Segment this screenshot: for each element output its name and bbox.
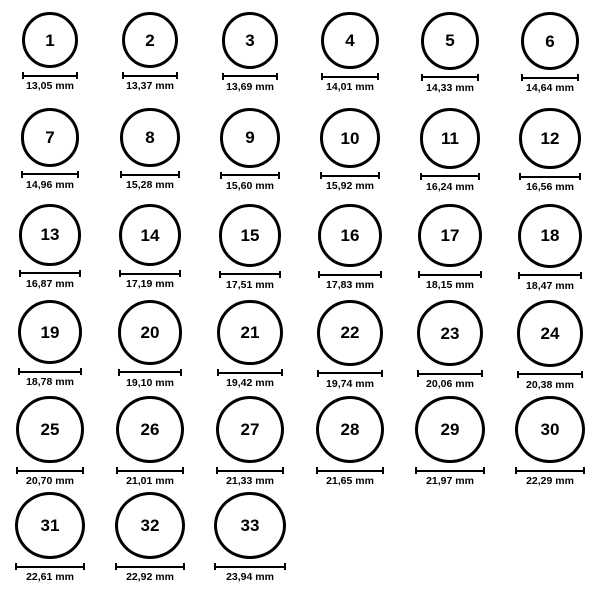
measure-bar-icon bbox=[118, 369, 183, 376]
measure-value: 20,70 mm bbox=[26, 475, 74, 488]
measure-value: 14,64 mm bbox=[526, 82, 574, 95]
ring-size-label: 9 bbox=[245, 128, 255, 148]
measure-bar-icon bbox=[521, 74, 579, 81]
ring-circle bbox=[21, 108, 80, 167]
measure-bar-icon bbox=[222, 73, 279, 80]
ring-cell[interactable] bbox=[200, 104, 300, 200]
measure-bar-icon bbox=[122, 72, 178, 79]
measure-value: 13,05 mm bbox=[26, 80, 74, 92]
ring-cell[interactable] bbox=[200, 392, 300, 488]
ring-size-label: 32 bbox=[140, 516, 160, 536]
measure-bar-icon bbox=[21, 171, 80, 178]
measure-bar-icon bbox=[317, 370, 383, 377]
ring-cell[interactable] bbox=[300, 104, 400, 200]
measure-value: 16,56 mm bbox=[526, 181, 574, 194]
ring-measure bbox=[118, 369, 183, 390]
ring-size-label: 12 bbox=[540, 129, 560, 149]
ring-size-label: 30 bbox=[540, 420, 560, 440]
ring-cell[interactable] bbox=[500, 392, 600, 488]
ring-size-label: 26 bbox=[140, 420, 160, 440]
measure-bar-icon bbox=[517, 371, 584, 378]
ring-size-label: 8 bbox=[145, 128, 155, 148]
measure-bar-icon bbox=[217, 369, 282, 376]
ring-size-label: 29 bbox=[440, 420, 460, 440]
measure-bar-icon bbox=[214, 563, 286, 570]
ring-measure bbox=[222, 73, 279, 94]
ring-measure bbox=[119, 270, 181, 291]
measure-bar-icon bbox=[515, 467, 585, 474]
measure-value: 19,74 mm bbox=[326, 377, 374, 390]
ring-cell[interactable] bbox=[0, 8, 100, 104]
ring-size-label: 33 bbox=[240, 516, 260, 536]
measure-bar-icon bbox=[318, 271, 381, 278]
ring-size-label: 18 bbox=[540, 226, 560, 246]
measure-bar-icon bbox=[219, 271, 282, 278]
measure-bar-icon bbox=[119, 270, 181, 277]
ring-circle bbox=[115, 492, 186, 559]
measure-bar-icon bbox=[321, 73, 378, 80]
ring-cell[interactable] bbox=[500, 296, 600, 392]
ring-cell[interactable] bbox=[500, 8, 600, 104]
ring-circle bbox=[214, 492, 286, 559]
ring-cell[interactable] bbox=[400, 104, 500, 200]
ring-measure bbox=[116, 467, 184, 488]
ring-cell[interactable] bbox=[100, 104, 200, 200]
ring-size-label: 25 bbox=[40, 420, 60, 440]
ring-cell[interactable] bbox=[400, 392, 500, 488]
ring-size-label: 7 bbox=[45, 127, 55, 147]
ring-cell[interactable] bbox=[500, 200, 600, 296]
ring-circle bbox=[518, 204, 582, 268]
measure-value: 21,33 mm bbox=[226, 475, 274, 488]
ring-size-label: 19 bbox=[40, 322, 60, 342]
ring-measure bbox=[18, 368, 82, 389]
ring-cell[interactable] bbox=[0, 392, 100, 488]
measure-value: 19,10 mm bbox=[126, 376, 174, 389]
ring-circle bbox=[216, 396, 284, 463]
ring-measure bbox=[21, 171, 80, 192]
measure-value: 21,65 mm bbox=[326, 475, 374, 488]
measure-value: 13,37 mm bbox=[126, 80, 174, 93]
measure-value: 22,92 mm bbox=[126, 571, 174, 584]
ring-circle bbox=[18, 300, 82, 364]
measure-bar-icon bbox=[120, 171, 179, 178]
ring-measure bbox=[421, 74, 479, 95]
ring-circle bbox=[421, 12, 479, 70]
ring-cell[interactable] bbox=[0, 104, 100, 200]
ring-cell[interactable] bbox=[300, 296, 400, 392]
ring-cell[interactable] bbox=[100, 488, 200, 584]
measure-value: 17,83 mm bbox=[326, 279, 374, 292]
measure-bar-icon bbox=[116, 467, 184, 474]
ring-circle bbox=[119, 204, 181, 266]
measure-bar-icon bbox=[216, 467, 284, 474]
ring-size-label: 22 bbox=[340, 323, 360, 343]
ring-measure bbox=[15, 563, 85, 584]
ring-size-label: 27 bbox=[240, 420, 260, 440]
ring-measure bbox=[217, 369, 282, 390]
measure-value: 22,61 mm bbox=[26, 571, 74, 584]
measure-value: 13,69 mm bbox=[226, 80, 274, 93]
ring-size-label: 17 bbox=[440, 226, 460, 246]
ring-circle bbox=[320, 108, 380, 168]
measure-bar-icon bbox=[220, 172, 280, 179]
ring-size-label: 5 bbox=[445, 31, 455, 51]
measure-bar-icon bbox=[421, 74, 479, 81]
ring-cell[interactable] bbox=[400, 296, 500, 392]
measure-value: 23,94 mm bbox=[226, 571, 274, 584]
ring-size-label: 2 bbox=[145, 30, 155, 50]
ring-cell[interactable] bbox=[400, 200, 500, 296]
ring-size-label: 10 bbox=[340, 128, 360, 148]
ring-circle bbox=[519, 108, 580, 169]
measure-value: 14,33 mm bbox=[426, 81, 474, 94]
ring-measure bbox=[418, 271, 481, 292]
ring-cell[interactable] bbox=[100, 8, 200, 104]
measure-bar-icon bbox=[16, 467, 83, 474]
ring-circle bbox=[22, 12, 78, 68]
ring-circle bbox=[15, 492, 85, 559]
ring-size-label: 21 bbox=[240, 323, 260, 343]
ring-cell[interactable] bbox=[0, 488, 100, 584]
ring-measure bbox=[518, 272, 582, 293]
ring-measure bbox=[115, 563, 186, 584]
ring-measure bbox=[22, 72, 78, 93]
ring-cell[interactable] bbox=[300, 392, 400, 488]
ring-circle bbox=[122, 12, 178, 68]
ring-measure bbox=[16, 467, 83, 488]
ring-cell[interactable] bbox=[200, 200, 300, 296]
ring-cell[interactable] bbox=[0, 296, 100, 392]
ring-size-label: 28 bbox=[340, 420, 360, 440]
ring-cell[interactable] bbox=[100, 296, 200, 392]
measure-value: 18,78 mm bbox=[26, 376, 74, 389]
measure-value: 15,92 mm bbox=[326, 180, 374, 193]
ring-size-label: 31 bbox=[40, 516, 60, 536]
ring-measure bbox=[317, 370, 383, 391]
ring-circle bbox=[515, 396, 585, 463]
measure-bar-icon bbox=[417, 370, 483, 377]
ring-cell[interactable] bbox=[100, 392, 200, 488]
ring-circle bbox=[316, 396, 385, 463]
ring-circle bbox=[222, 12, 279, 69]
measure-value: 18,15 mm bbox=[426, 279, 474, 292]
measure-value: 16,24 mm bbox=[426, 180, 474, 193]
ring-measure bbox=[521, 74, 579, 95]
measure-value: 14,96 mm bbox=[26, 178, 74, 191]
ring-size-label: 4 bbox=[345, 31, 355, 51]
ring-measure bbox=[415, 467, 484, 488]
measure-value: 16,87 mm bbox=[26, 277, 74, 290]
ring-cell[interactable] bbox=[400, 8, 500, 104]
ring-circle bbox=[321, 12, 378, 69]
ring-measure bbox=[122, 72, 178, 93]
ring-circle bbox=[318, 204, 381, 267]
ring-size-label: 11 bbox=[441, 128, 459, 148]
ring-measure bbox=[420, 173, 481, 194]
ring-measure bbox=[320, 172, 380, 193]
ring-measure bbox=[19, 270, 81, 291]
measure-value: 15,28 mm bbox=[126, 179, 174, 192]
ring-cell[interactable] bbox=[300, 200, 400, 296]
ring-size-label: 14 bbox=[140, 225, 160, 245]
ring-circle bbox=[517, 300, 584, 367]
ring-cell[interactable] bbox=[0, 200, 100, 296]
ring-circle bbox=[417, 300, 483, 366]
measure-value: 14,01 mm bbox=[326, 81, 374, 94]
measure-bar-icon bbox=[316, 467, 385, 474]
measure-value: 22,29 mm bbox=[526, 475, 574, 488]
measure-value: 20,06 mm bbox=[426, 378, 474, 391]
ring-size-grid bbox=[0, 8, 600, 584]
ring-cell[interactable] bbox=[300, 8, 400, 104]
measure-bar-icon bbox=[418, 271, 481, 278]
measure-bar-icon bbox=[22, 72, 78, 79]
ring-measure bbox=[417, 370, 483, 391]
ring-measure bbox=[321, 73, 378, 94]
measure-bar-icon bbox=[420, 173, 481, 180]
ring-circle bbox=[116, 396, 184, 463]
ring-measure bbox=[120, 171, 179, 192]
ring-size-label: 16 bbox=[340, 226, 360, 245]
measure-bar-icon bbox=[518, 272, 582, 279]
ring-circle bbox=[120, 108, 179, 167]
ring-size-label: 3 bbox=[245, 30, 255, 50]
measure-bar-icon bbox=[15, 563, 85, 570]
measure-value: 21,01 mm bbox=[126, 475, 174, 488]
ring-circle bbox=[220, 108, 280, 168]
ring-cell[interactable] bbox=[200, 8, 300, 104]
ring-measure bbox=[519, 173, 580, 194]
ring-cell[interactable] bbox=[200, 296, 300, 392]
ring-measure bbox=[216, 467, 284, 488]
ring-cell[interactable] bbox=[500, 104, 600, 200]
measure-bar-icon bbox=[19, 270, 81, 277]
ring-measure bbox=[517, 371, 584, 392]
ring-measure bbox=[515, 467, 585, 488]
measure-bar-icon bbox=[415, 467, 484, 474]
ring-circle bbox=[415, 396, 484, 463]
measure-value: 19,42 mm bbox=[226, 377, 274, 390]
ring-circle bbox=[16, 396, 83, 463]
ring-cell[interactable] bbox=[200, 488, 300, 584]
ring-circle bbox=[217, 300, 282, 365]
ring-size-label: 20 bbox=[140, 322, 160, 342]
measure-bar-icon bbox=[115, 563, 186, 570]
ring-circle bbox=[418, 204, 481, 267]
ring-size-label: 24 bbox=[540, 323, 560, 343]
measure-value: 15,60 mm bbox=[226, 179, 274, 192]
ring-circle bbox=[420, 108, 481, 169]
ring-measure bbox=[318, 271, 381, 292]
ring-size-label: 23 bbox=[440, 323, 460, 343]
measure-bar-icon bbox=[18, 368, 82, 375]
ring-circle bbox=[521, 12, 579, 70]
ring-circle bbox=[317, 300, 383, 366]
measure-value: 20,38 mm bbox=[526, 378, 574, 391]
ring-size-label: 1 bbox=[45, 30, 55, 50]
ring-circle bbox=[118, 300, 183, 365]
measure-value: 18,47 mm bbox=[526, 279, 574, 292]
ring-measure bbox=[214, 563, 286, 584]
ring-circle bbox=[219, 204, 282, 267]
measure-bar-icon bbox=[320, 172, 380, 179]
measure-value: 21,97 mm bbox=[426, 475, 474, 488]
ring-measure bbox=[220, 172, 280, 193]
ring-size-label: 6 bbox=[545, 31, 555, 51]
ring-cell[interactable] bbox=[100, 200, 200, 296]
measure-bar-icon bbox=[519, 173, 580, 180]
ring-circle bbox=[19, 204, 81, 266]
ring-measure bbox=[316, 467, 385, 488]
ring-size-label: 13 bbox=[40, 225, 60, 245]
measure-value: 17,19 mm bbox=[126, 278, 174, 291]
ring-measure bbox=[219, 271, 282, 292]
measure-value: 17,51 mm bbox=[226, 278, 274, 291]
ring-size-label: 15 bbox=[240, 225, 260, 245]
